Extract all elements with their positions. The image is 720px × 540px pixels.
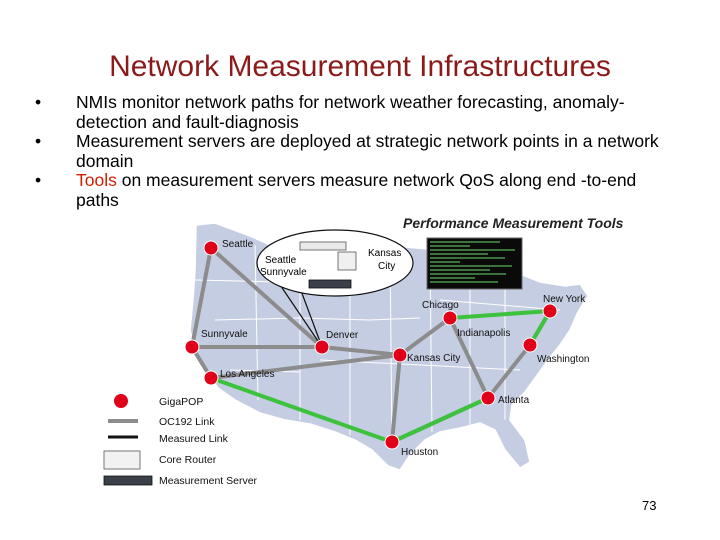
page-number: 73 [642, 498, 657, 513]
legend-router-swatch [104, 451, 140, 469]
callout-right-bottom: City [378, 261, 396, 272]
bullet-item: • NMIs monitor network paths for network weather forecasting, anomaly-detection and fault-diagnosis [35, 92, 625, 132]
bullet-highlight: Tools [76, 170, 117, 190]
bullet-text: NMIs monitor network paths for network weather forecasting, anomaly-detection and fault-diagnosis [76, 92, 625, 132]
label-sunnyvale: Sunnyvale [201, 329, 248, 340]
node-washington [523, 338, 537, 352]
node-los-angeles [204, 371, 218, 385]
tools-label: Performance Measurement Tools [403, 215, 624, 231]
bullet-text: Measurement servers are deployed at strategic network points in a network domain [76, 131, 659, 171]
legend-server-label: Measurement Server [159, 475, 258, 487]
legend-gigapop-label: GigaPOP [159, 396, 204, 408]
callout-left-bottom: Sunnyvale [260, 267, 307, 278]
legend-gigapop-swatch [114, 394, 128, 408]
node-kansas-city [393, 348, 407, 362]
node-sunnyvale [185, 340, 199, 354]
label-chicago: Chicago [422, 300, 459, 311]
label-kansas-city: Kansas City [407, 353, 461, 364]
terminal-screenshot [427, 238, 522, 289]
node-houston [385, 435, 399, 449]
bullet-text: on measurement servers measure network QoS along end -to-end paths [76, 170, 637, 210]
node-seattle [204, 241, 218, 255]
legend-router-label: Core Router [159, 454, 217, 466]
slide-title: Network Measurement Infrastructures [109, 50, 611, 83]
label-new-york: New York [543, 294, 586, 305]
node-indianapolis [443, 311, 457, 325]
legend [104, 394, 258, 487]
callout-left-top: Seattle [265, 255, 297, 266]
legend-measured-label: Measured Link [159, 433, 228, 445]
label-seattle: Seattle [222, 239, 254, 250]
label-denver: Denver [326, 330, 359, 341]
label-los-angeles: Los Angeles [220, 369, 275, 380]
label-indianapolis: Indianapolis [457, 328, 511, 339]
label-atlanta: Atlanta [498, 395, 530, 406]
legend-server-swatch [104, 476, 152, 485]
node-new-york [543, 304, 557, 318]
label-washington: Washington [537, 354, 590, 365]
bullet-item: • Tools on measurement servers measure network QoS along end -to-end paths [35, 170, 637, 210]
legend-oc192-label: OC192 Link [159, 416, 215, 428]
node-denver [315, 340, 329, 354]
node-atlanta [481, 391, 495, 405]
label-houston: Houston [401, 447, 439, 458]
bullet-item: • Measurement servers are deployed at strategic network points in a network domain [35, 131, 659, 171]
callout-right-top: Kansas [368, 248, 402, 259]
